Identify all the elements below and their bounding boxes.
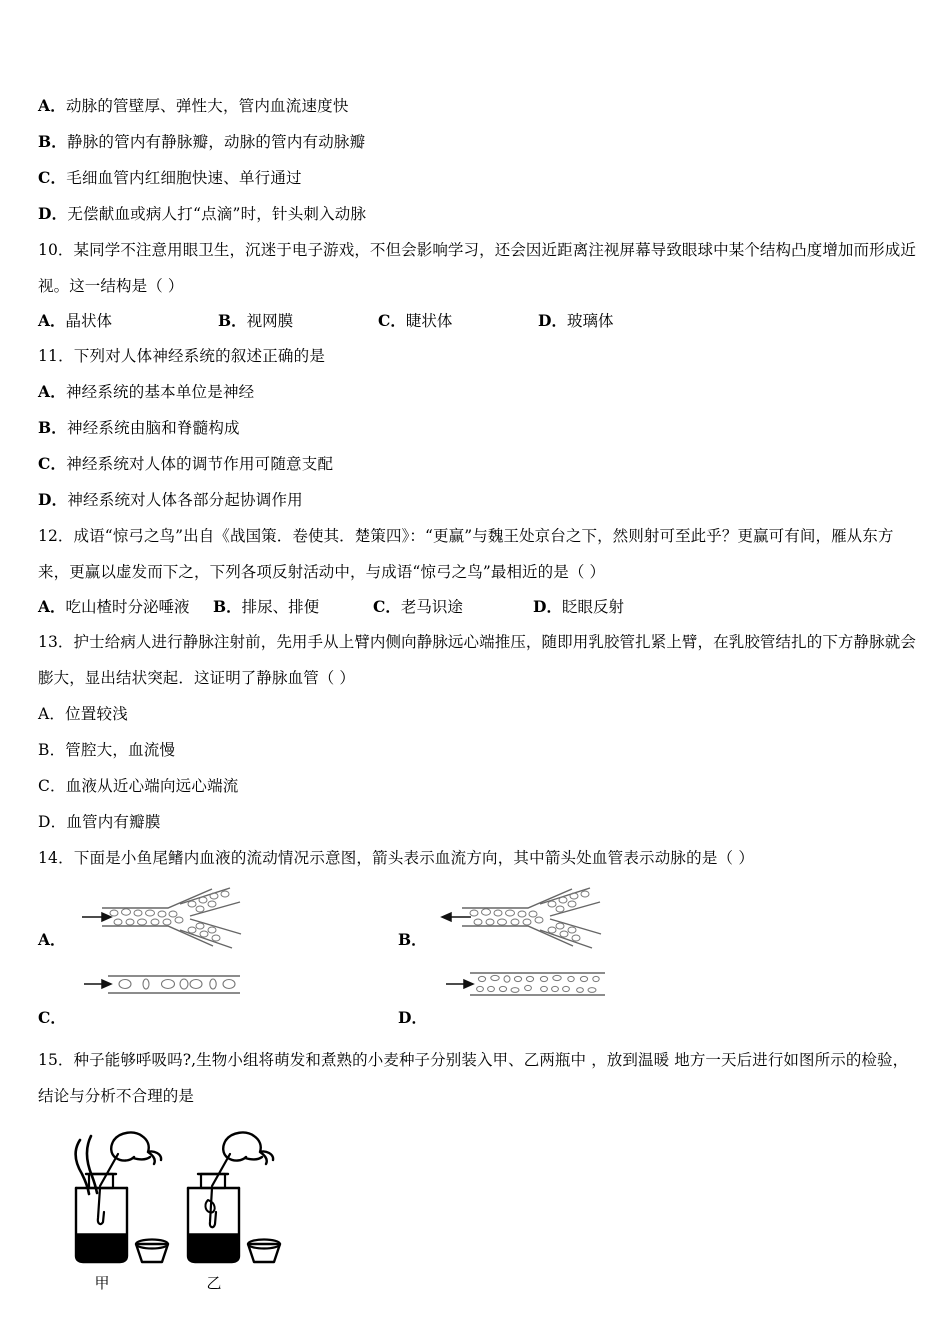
option-label: C． <box>38 454 67 473</box>
option-row <box>38 160 918 196</box>
option-row <box>38 696 918 732</box>
option-label: D． <box>398 1008 427 1027</box>
option-text: 神经系统对人体的调节作用可随意支配 <box>66 455 334 473</box>
option-c: C．睫状体 <box>378 311 453 330</box>
wide-vessel-multi-file-figure <box>440 966 625 1004</box>
option-d: D．玻璃体 <box>538 311 614 330</box>
page-content <box>38 88 918 1296</box>
option-text: 毛细血管内红细胞快速、单行通过 <box>66 169 302 187</box>
option-text: 静脉的管内有静脉瓣，动脉的管内有动脉瓣 <box>67 133 366 151</box>
question-9-options <box>38 88 918 232</box>
question-15 <box>38 1042 918 1296</box>
branching-vessel-inflow-figure <box>80 882 265 956</box>
question-10-options <box>38 304 918 338</box>
option-label: B． <box>398 930 427 949</box>
option-label: C． <box>38 168 67 187</box>
option-label: D． <box>38 204 68 223</box>
question-14-option-d <box>398 960 818 1036</box>
option-text: 血液从近心端向远心端流 <box>65 777 239 795</box>
option-a: A．吃山楂时分泌唾液 <box>38 597 190 616</box>
option-label: B． <box>38 741 66 759</box>
question-15-figure <box>58 1126 358 1296</box>
option-row <box>38 410 918 446</box>
capillary-single-file-figure <box>80 968 265 1002</box>
option-text: 神经系统对人体各部分起协调作用 <box>67 491 303 509</box>
question-14-option-b <box>398 882 818 958</box>
question-13-stem: 13．护士给病人进行静脉注射前，先用手从上臂内侧向静脉远心端推压，随即用乳胶管扎紧上臂，在乳胶管结扎的下方静脉就会膨大，显出结状突起．这证明了静脉血管（ ） <box>38 633 916 687</box>
option-row <box>38 482 918 518</box>
option-label: A． <box>38 930 66 949</box>
question-15-stem: 15．种子能够呼吸吗?,生物小组将萌发和煮熟的小麦种子分别装入甲、乙两瓶中 ，放到温暖 地方一天后进行如图所示的检验，结论与分析不合理的是 <box>38 1051 909 1105</box>
option-text: 神经系统的基本单位是神经 <box>65 383 255 401</box>
option-label: A． <box>38 382 66 401</box>
option-label: A． <box>38 96 66 115</box>
bottle-caption-yi: 乙 <box>206 1274 222 1292</box>
option-row <box>38 124 918 160</box>
option-text: 无偿献血或病人打“点滴”时，针头刺入动脉 <box>67 205 367 223</box>
option-row <box>38 804 918 840</box>
option-a: A．晶状体 <box>38 311 113 330</box>
question-11 <box>38 338 918 518</box>
option-text: 位置较浅 <box>65 705 128 723</box>
option-text: 神经系统由脑和脊髓构成 <box>67 419 240 437</box>
question-14-figures <box>38 882 918 1042</box>
question-12-options <box>38 590 918 624</box>
question-12-stem: 12．成语“惊弓之鸟”出自《战国策．卷使其．楚策四》：“更赢”与魏王处京台之下，然则射可至此乎？更赢可有间，雁从东方来，更赢以虚发而下之，下列各项反射活动中，与成语“惊弓之鸟”最相近的是（ ） <box>38 527 894 581</box>
option-text: 血管内有瓣膜 <box>66 813 161 831</box>
option-row <box>38 374 918 410</box>
question-10 <box>38 232 918 338</box>
question-14 <box>38 840 918 1042</box>
option-b: B．视网膜 <box>218 311 294 330</box>
bottle-caption-jia: 甲 <box>94 1274 110 1292</box>
option-text: 管腔大，血流慢 <box>65 741 176 759</box>
option-label: B． <box>38 418 68 437</box>
option-row <box>38 732 918 768</box>
question-12 <box>38 518 918 624</box>
question-14-option-c <box>38 960 458 1036</box>
option-b: B．排尿、排便 <box>213 597 320 616</box>
question-14-option-a <box>38 882 458 958</box>
option-row <box>38 196 918 232</box>
option-label: D． <box>38 813 67 831</box>
option-label: B． <box>38 132 68 151</box>
option-row <box>38 88 918 124</box>
option-row <box>38 446 918 482</box>
option-label: C． <box>38 777 66 795</box>
question-11-stem: 11．下列对人体神经系统的叙述正确的是 <box>38 347 326 365</box>
option-label: C． <box>38 1008 66 1027</box>
option-d: D．眨眼反射 <box>533 597 624 616</box>
option-text: 动脉的管壁厚、弹性大，管内血流速度快 <box>65 97 349 115</box>
question-10-stem: 10．某同学不注意用眼卫生，沉迷于电子游戏，不但会影响学习，还会因近距离注视屏幕导致眼球中某个结构凸度增加而形成近视。这一结构是（ ） <box>38 241 916 295</box>
option-row <box>38 768 918 804</box>
question-13 <box>38 624 918 840</box>
option-label: D． <box>38 490 68 509</box>
option-c: C．老马识途 <box>373 597 463 616</box>
branching-vessel-outflow-figure <box>440 882 625 956</box>
question-14-stem: 14．下面是小鱼尾鳍内血液的流动情况示意图，箭头表示血流方向，其中箭头处血管表示动脉的是（ ） <box>38 849 755 867</box>
option-label: A． <box>38 705 66 723</box>
seed-respiration-experiment-diagram <box>58 1126 318 1276</box>
